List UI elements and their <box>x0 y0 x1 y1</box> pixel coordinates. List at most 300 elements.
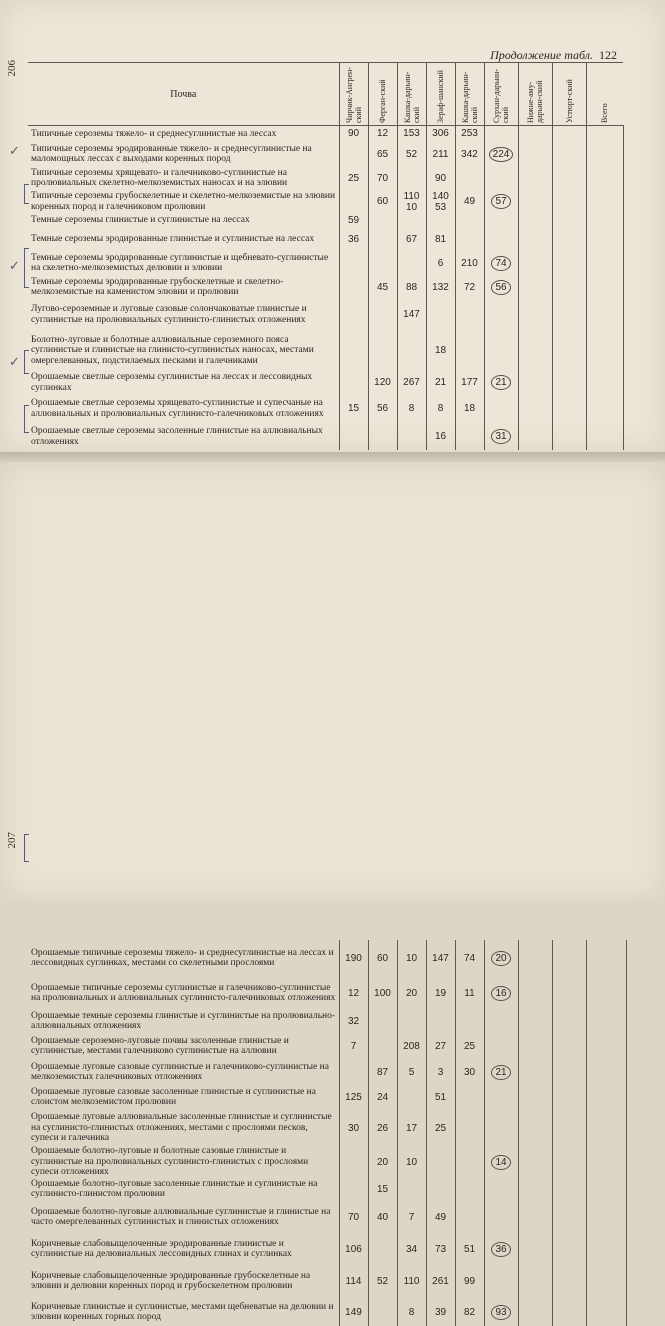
bottom-page <box>0 462 665 1322</box>
column-header-label: Чирчик-Ангрен-ский <box>344 67 363 123</box>
value-cell <box>426 190 455 214</box>
soil-name-cell: Орошаемые луговые сазовые суглинистые и галечниково-суглинистые на мелкоземистых галечниковых отложениях <box>31 1061 329 1082</box>
value-cell <box>484 214 518 228</box>
soil-name-cell: Орошаемые болотно-луговые засоленные глинистые и суглинистые на суглинисто-глинистом пролювии <box>31 1178 318 1199</box>
value-cell <box>426 940 455 976</box>
circled-value: 21 <box>491 375 510 390</box>
value-cell <box>397 228 426 252</box>
value-cell <box>397 1264 426 1298</box>
value-cell <box>484 1084 518 1110</box>
column-header-label: Кашка-дарьин-ский <box>460 71 479 123</box>
value-cell <box>368 167 397 190</box>
pencil-bracket-mark <box>24 350 29 374</box>
value-cell <box>552 1264 586 1298</box>
value-cell <box>586 252 623 275</box>
value-cell <box>339 167 368 190</box>
cell-value: 7 <box>408 1211 415 1223</box>
cell-value: 147 <box>432 952 449 964</box>
table-header-row <box>28 63 623 126</box>
cell-value: 49 <box>463 196 476 207</box>
value-cell <box>484 976 518 1010</box>
soil-table-top <box>28 62 623 450</box>
value-cell <box>484 1010 518 1032</box>
soil-name-cell: Болотно-луговые и болотные аллювиальные сероземного пояса суглинистые и глинистые на глинисто-суглинистых наносах, местами омергелеванных, подстилаемых песками и галечниками <box>31 334 314 366</box>
value-cell <box>397 126 426 142</box>
value-cell <box>426 1032 455 1060</box>
soil-name-cell: Орошаемые темные сероземы глинистые и суглинистые на пролювиально-аллювиальных отложениях <box>31 1010 336 1031</box>
cell-value: 52 <box>405 148 418 160</box>
value-cell <box>455 1178 484 1200</box>
soil-name-cell: Орошаемые луговые аллювиальные засоленные глинистые и суглинистые на суглинисто-глинистых отложениях, местами с прослоями песков, супеси и галечника <box>31 1112 332 1144</box>
continuation-label: Продолжение табл. <box>490 48 593 62</box>
soil-name-cell: Орошаемые типичные сероземы суглинистые и галечниково-суглинистые на пролювиальных и аллювиальных суглинисто-галечниковых отложениях <box>31 982 336 1003</box>
cell-value: 39 <box>434 1306 447 1318</box>
cell-value: 16 <box>434 431 447 442</box>
value-cell <box>518 190 552 214</box>
value-cell <box>552 214 586 228</box>
value-cell <box>455 1146 484 1178</box>
circled-value: 16 <box>491 986 510 1001</box>
circled-value: 21 <box>491 1065 510 1080</box>
value-cell <box>484 1234 518 1264</box>
value-cell <box>339 976 368 1010</box>
table-row <box>28 1032 626 1060</box>
page-fold <box>0 452 665 462</box>
value-cell <box>368 1298 397 1326</box>
cell-value: 253 <box>461 128 478 140</box>
value-cell <box>426 1178 455 1200</box>
cell-value: 65 <box>376 148 389 160</box>
soil-name-cell: Орошаемые светлые сероземы суглинистые на лессах и лессовидных суглинках <box>31 372 313 393</box>
cell-value: 12 <box>347 987 360 999</box>
value-cell <box>368 252 397 275</box>
value-cell <box>586 142 623 167</box>
page-number-206: 206 <box>6 60 18 77</box>
value-cell <box>339 1110 368 1146</box>
value-cell <box>518 1146 552 1178</box>
soil-name-cell: Орошаемые болотно-луговые аллювиальные суглинистые и глинистые на часто омергелеванных суглинистых и глинистых отложениях <box>31 1206 331 1227</box>
cell-value: 120 <box>374 377 391 388</box>
value-cell <box>339 214 368 228</box>
value-cell <box>518 1010 552 1032</box>
cell-value: 147 <box>403 309 420 320</box>
value-cell <box>518 940 552 976</box>
cell-value: 90 <box>434 172 447 184</box>
value-cell <box>339 190 368 214</box>
value-cell <box>426 1234 455 1264</box>
value-cell <box>552 1234 586 1264</box>
value-cell <box>552 1178 586 1200</box>
cell-value: 51 <box>463 1243 476 1255</box>
cell-value: 30 <box>463 1066 476 1078</box>
pencil-bracket-mark <box>24 184 29 204</box>
value-cell <box>484 330 518 372</box>
value-cell <box>397 394 426 424</box>
value-cell <box>455 300 484 330</box>
value-cell <box>552 372 586 394</box>
value-cell <box>552 300 586 330</box>
value-cell <box>397 1010 426 1032</box>
soil-name-cell: Коричневые слабовыщелоченные эродированные грубоскелетные на элювии и делювии коренных пород и грубоскелетном пролювии <box>31 1270 311 1291</box>
value-cell <box>586 1298 626 1326</box>
cell-value: 106 <box>345 1243 362 1255</box>
value-cell <box>455 1200 484 1234</box>
value-cell <box>397 300 426 330</box>
value-cell <box>368 214 397 228</box>
cell-value: 125 <box>345 1091 362 1103</box>
value-cell <box>397 1200 426 1234</box>
cell-value: 90 <box>347 128 360 140</box>
cell-value: 67 <box>405 234 418 245</box>
value-cell <box>426 275 455 300</box>
value-cell <box>586 1234 626 1264</box>
value-cell <box>484 372 518 394</box>
value-cell <box>339 1178 368 1200</box>
pencil-bracket-mark <box>24 248 29 288</box>
cell-value: 82 <box>463 1306 476 1318</box>
value-cell <box>339 1084 368 1110</box>
value-cell <box>426 330 455 372</box>
value-cell <box>484 1264 518 1298</box>
value-cell <box>518 1234 552 1264</box>
soil-name-cell: Темные сероземы эродированные суглинистые и щебневато-суглинистые на скелетно-мелкоземистых делювии и элювии <box>31 252 329 273</box>
cell-value: 20 <box>405 987 418 999</box>
value-cell <box>484 275 518 300</box>
value-cell <box>397 330 426 372</box>
soil-name-cell: Коричневые глинистые и суглинистые, местами щебневатые на делювии и элювии коренных горных пород <box>31 1301 334 1322</box>
value-cell <box>552 394 586 424</box>
value-cell <box>397 424 426 450</box>
cell-value: 110 10 <box>403 190 420 213</box>
value-cell <box>339 252 368 275</box>
value-cell <box>552 1084 586 1110</box>
value-cell <box>484 126 518 142</box>
value-cell <box>368 275 397 300</box>
cell-value: 267 <box>403 377 420 388</box>
value-cell <box>397 372 426 394</box>
table-row <box>28 1178 626 1200</box>
value-cell <box>368 1084 397 1110</box>
value-cell <box>368 1234 397 1264</box>
value-cell <box>368 126 397 142</box>
value-cell <box>518 142 552 167</box>
table-row <box>28 976 626 1010</box>
value-cell <box>518 1200 552 1234</box>
value-cell <box>339 300 368 330</box>
value-cell <box>518 372 552 394</box>
value-cell <box>397 940 426 976</box>
value-cell <box>586 214 623 228</box>
value-cell <box>552 1200 586 1234</box>
value-cell <box>518 1178 552 1200</box>
table-row <box>28 214 623 228</box>
value-cell <box>455 1032 484 1060</box>
table-number: 122 <box>599 48 617 62</box>
circled-value: 74 <box>491 256 510 271</box>
value-cell <box>586 1060 626 1084</box>
cell-value: 114 <box>345 1275 362 1287</box>
soil-name-cell: Орошаемые светлые сероземы хрящевато-суглинистые и супесчаные на аллювиальных и пролювиальных суглинисто-галечниковых отложениях <box>31 398 324 419</box>
value-cell <box>426 214 455 228</box>
value-cell <box>397 1234 426 1264</box>
value-cell <box>455 142 484 167</box>
cell-value: 70 <box>347 1211 360 1223</box>
value-cell <box>586 1084 626 1110</box>
pencil-check-mark: ✓ <box>9 144 20 159</box>
value-cell <box>484 1298 518 1326</box>
value-cell <box>586 1264 626 1298</box>
soil-name-cell: Типичные сероземы грубоскелетные и скелетно-мелкоземистые на элювии коренных пород и галечниковом пролювии <box>31 191 336 212</box>
cell-value: 149 <box>345 1306 362 1318</box>
column-header-label: Устюрт-ский <box>564 79 574 123</box>
value-cell <box>484 252 518 275</box>
value-cell <box>368 1200 397 1234</box>
value-cell <box>518 214 552 228</box>
column-header-label: Нижне-аму-дарьин-ский <box>526 80 544 123</box>
cell-value: 261 <box>432 1275 449 1287</box>
table-row <box>28 1060 626 1084</box>
value-cell <box>586 424 623 450</box>
cell-value: 211 <box>432 148 449 160</box>
cell-value: 73 <box>434 1243 447 1255</box>
value-cell <box>552 228 586 252</box>
soil-name-cell: Коричневые слабовыщелоченные эродированные глинистые и суглинистые на делювиальных лессовидных глинах и суглинках <box>31 1238 292 1259</box>
value-cell <box>455 1298 484 1326</box>
value-cell <box>368 1264 397 1298</box>
value-cell <box>484 1032 518 1060</box>
column-header-district <box>455 63 484 126</box>
value-cell <box>368 1110 397 1146</box>
table-row <box>28 190 623 214</box>
value-cell <box>397 1298 426 1326</box>
value-cell <box>552 126 586 142</box>
soil-name-cell: Темные сероземы эродированные грубоскелетные и скелетно-мелкоземистые на каменистом элювии и пролювии <box>31 276 284 297</box>
table-row <box>28 940 626 976</box>
cell-value: 32 <box>347 1015 360 1027</box>
value-cell <box>484 142 518 167</box>
cell-value: 3 <box>437 1066 444 1078</box>
cell-value: 74 <box>463 952 476 964</box>
value-cell <box>339 228 368 252</box>
table-row <box>28 1010 626 1032</box>
value-cell <box>552 940 586 976</box>
value-cell <box>484 167 518 190</box>
value-cell <box>586 167 623 190</box>
column-header-label: Всего <box>600 103 610 123</box>
cell-value: 132 <box>432 281 449 293</box>
value-cell <box>518 1298 552 1326</box>
cell-value: 7 <box>350 1040 357 1052</box>
value-cell <box>339 126 368 142</box>
table-row <box>28 394 623 424</box>
column-header-district <box>426 63 455 126</box>
value-cell <box>518 1264 552 1298</box>
cell-value: 342 <box>461 148 478 160</box>
table-row <box>28 1264 626 1298</box>
soil-name-cell: Типичные сероземы хрящевато- и галечниково-суглинистые на пролювиальных скелетно-мелкоземистых наносах и на элювии <box>31 167 288 188</box>
cell-value: 72 <box>463 281 476 293</box>
value-cell <box>368 1032 397 1060</box>
cell-value: 8 <box>437 403 444 414</box>
cell-value: 19 <box>434 987 447 999</box>
value-cell <box>518 126 552 142</box>
value-cell <box>518 976 552 1010</box>
table-row <box>28 228 623 252</box>
value-cell <box>455 1084 484 1110</box>
value-cell <box>552 1010 586 1032</box>
value-cell <box>484 300 518 330</box>
value-cell <box>455 252 484 275</box>
value-cell <box>484 228 518 252</box>
value-cell <box>586 372 623 394</box>
value-cell <box>397 1178 426 1200</box>
value-cell <box>426 1264 455 1298</box>
value-cell <box>426 126 455 142</box>
cell-value: 36 <box>347 234 360 245</box>
cell-value: 6 <box>437 257 444 269</box>
cell-value: 70 <box>376 172 389 184</box>
value-cell <box>426 1146 455 1178</box>
value-cell <box>397 976 426 1010</box>
value-cell <box>518 300 552 330</box>
value-cell <box>397 1060 426 1084</box>
value-cell <box>455 167 484 190</box>
value-cell <box>397 214 426 228</box>
cell-value: 60 <box>376 952 389 964</box>
circled-value: 56 <box>491 280 510 295</box>
cell-value: 110 <box>403 1275 420 1287</box>
value-cell <box>455 214 484 228</box>
table-continuation-heading <box>490 48 617 63</box>
value-cell <box>586 126 623 142</box>
soil-name-cell: Типичные сероземы тяжело- и среднесуглинистые на лессах <box>31 128 277 139</box>
cell-value: 59 <box>347 215 360 226</box>
table-row <box>28 142 623 167</box>
value-cell <box>455 1060 484 1084</box>
pencil-check-mark: ✓ <box>9 355 20 370</box>
cell-value: 87 <box>376 1066 389 1078</box>
value-cell <box>484 1146 518 1178</box>
table-row <box>28 1146 626 1178</box>
cell-value: 100 <box>374 987 391 999</box>
value-cell <box>552 190 586 214</box>
value-cell <box>552 1110 586 1146</box>
value-cell <box>426 300 455 330</box>
value-cell <box>484 1060 518 1084</box>
soil-name-cell: Орошаемые болотно-луговые и болотные сазовые глинистые и суглинистые на пролювиальных суглинисто-глинистых с прослоями супеси отложениях <box>31 1146 309 1178</box>
table-row <box>28 300 623 330</box>
value-cell <box>586 1178 626 1200</box>
value-cell <box>552 275 586 300</box>
value-cell <box>339 1234 368 1264</box>
value-cell <box>586 394 623 424</box>
soil-name-cell: Лугово-сероземные и луговые сазовые солончаковатые глинистые и суглинистые на пролювиальных суглинисто-глинистых отложениях <box>31 304 307 325</box>
value-cell <box>455 940 484 976</box>
value-cell <box>552 1060 586 1084</box>
value-cell <box>426 424 455 450</box>
cell-value: 34 <box>405 1243 418 1255</box>
value-cell <box>455 424 484 450</box>
value-cell <box>455 1110 484 1146</box>
cell-value: 51 <box>434 1091 447 1103</box>
cell-value: 52 <box>376 1275 389 1287</box>
circled-value: 57 <box>491 194 510 209</box>
table-row <box>28 424 623 450</box>
table-row <box>28 252 623 275</box>
value-cell <box>339 1146 368 1178</box>
cell-value: 140 53 <box>432 190 449 213</box>
soil-name-cell: Орошаемые луговые сазовые засоленные глинистые и суглинистые на слоистом мелкоземистом пролювии <box>31 1086 316 1107</box>
value-cell <box>586 1110 626 1146</box>
cell-value: 15 <box>376 1183 389 1195</box>
value-cell <box>339 424 368 450</box>
value-cell <box>518 167 552 190</box>
value-cell <box>552 252 586 275</box>
value-cell <box>455 1264 484 1298</box>
value-cell <box>586 1146 626 1178</box>
column-header-label: Сурхан-дарьин-ский <box>492 68 510 123</box>
value-cell <box>397 142 426 167</box>
value-cell <box>426 394 455 424</box>
value-cell <box>484 1110 518 1146</box>
table-row <box>28 1298 626 1326</box>
value-cell <box>552 976 586 1010</box>
value-cell <box>455 1234 484 1264</box>
value-cell <box>518 275 552 300</box>
value-cell <box>586 1032 626 1060</box>
column-header-label: Ферган-ский <box>378 79 387 123</box>
top-page <box>0 0 665 452</box>
circled-value: 93 <box>491 1305 510 1320</box>
value-cell <box>552 167 586 190</box>
circled-value: 31 <box>491 429 510 444</box>
value-cell <box>586 275 623 300</box>
value-cell <box>426 372 455 394</box>
value-cell <box>426 228 455 252</box>
value-cell <box>397 190 426 214</box>
cell-value: 8 <box>408 403 415 414</box>
cell-value: 306 <box>432 128 449 140</box>
value-cell <box>586 976 626 1010</box>
value-cell <box>397 167 426 190</box>
soil-name-cell: Типичные сероземы эродированные тяжело- и среднесуглинистые на маломощных лессах с выходами коренных пород <box>31 143 312 164</box>
value-cell <box>426 1298 455 1326</box>
value-cell <box>586 190 623 214</box>
value-cell <box>484 940 518 976</box>
value-cell <box>426 142 455 167</box>
value-cell <box>426 1110 455 1146</box>
column-header-district <box>586 63 623 126</box>
value-cell <box>518 1032 552 1060</box>
value-cell <box>339 275 368 300</box>
circled-value: 20 <box>491 951 510 966</box>
table-row <box>28 330 623 372</box>
value-cell <box>368 142 397 167</box>
value-cell <box>426 1084 455 1110</box>
table-row <box>28 126 623 142</box>
column-header-district <box>552 63 586 126</box>
value-cell <box>368 330 397 372</box>
cell-value: 8 <box>408 1306 415 1318</box>
table-row <box>28 1110 626 1146</box>
value-cell <box>397 252 426 275</box>
column-header-label: Кашка-дарьин-ский <box>402 71 421 123</box>
value-cell <box>426 1010 455 1032</box>
value-cell <box>552 424 586 450</box>
cell-value: 45 <box>376 281 389 293</box>
value-cell <box>484 1178 518 1200</box>
value-cell <box>484 394 518 424</box>
